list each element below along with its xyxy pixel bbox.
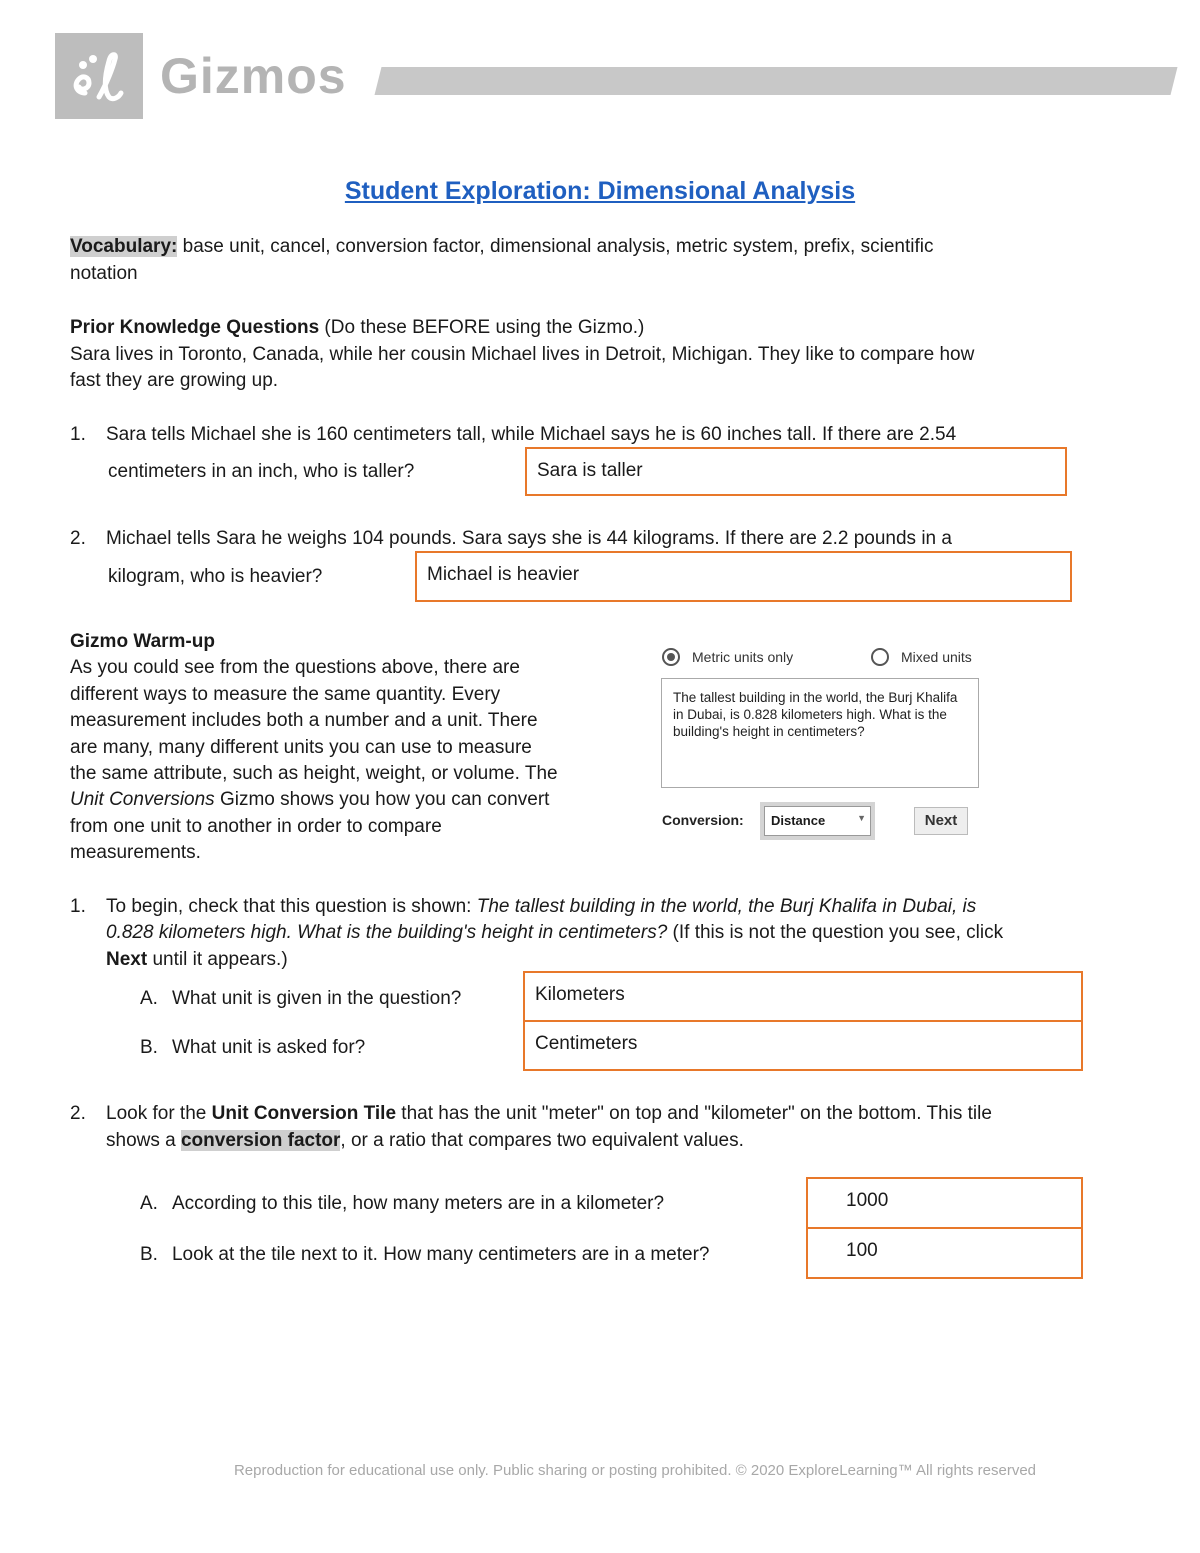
subquestion-letter: A. <box>140 988 158 1009</box>
answer-field-asked-unit[interactable]: Centimeters <box>523 1020 1083 1071</box>
subquestion-text: What unit is given in the question? <box>171 988 462 1009</box>
question-number: 2. <box>70 1103 86 1124</box>
vocabulary <box>70 234 1130 287</box>
warmup-heading: Gizmo Warm-up <box>70 631 215 652</box>
question-text: (If this is not the question you see, click <box>667 922 1004 944</box>
conversion-value: Distance <box>771 813 826 828</box>
subquestion-letter: A. <box>140 1193 158 1214</box>
chevron-down-icon: ▼ <box>857 813 866 823</box>
vocabulary-text-cont: notation <box>70 262 138 284</box>
warmup-line: measurements. <box>70 842 201 864</box>
prior-knowledge-section <box>70 315 1130 395</box>
answer-field-given-unit[interactable]: Kilometers <box>523 971 1083 1022</box>
conversion-factor-term: conversion factor <box>180 1130 341 1151</box>
subquestion-1b <box>140 1035 365 1062</box>
unit-conversion-tile-term: Unit Conversion Tile <box>211 1103 397 1124</box>
question-text-cont: kilogram, who is heavier? <box>108 566 323 587</box>
brand-name: Gizmos <box>160 48 347 104</box>
activity-question-2 <box>70 1100 1150 1154</box>
subquestion-text: Look at the tile next to it. How many centimeters are in a meter? <box>171 1244 710 1265</box>
prior-question-2 <box>70 526 1150 553</box>
radio-metric-units[interactable] <box>662 648 680 666</box>
question-quote: The tallest building in the world, the Burj Khalifa in Dubai, is <box>476 896 977 917</box>
warmup-line: Gizmo shows you how you can convert <box>214 789 550 811</box>
gizmo-name: Unit Conversions <box>70 789 215 811</box>
question-text: Sara tells Michael she is 160 centimeters tall, while Michael says he is 60 inches tall. If there are 2.54 <box>106 424 957 445</box>
prior-intro-cont: fast they are growing up. <box>70 370 279 392</box>
subquestion-2a <box>140 1191 664 1218</box>
radio-mixed-label: Mixed units <box>901 649 972 665</box>
question-number: 1. <box>70 424 86 445</box>
subquestion-2b <box>140 1242 709 1269</box>
explorelearning-logo <box>55 33 143 119</box>
vocabulary-text: base unit, cancel, conversion factor, dimensional analysis, metric system, prefix, scientific <box>177 236 934 257</box>
radio-mixed-units[interactable] <box>871 648 889 666</box>
question-number: 2. <box>70 528 86 549</box>
conversion-label: Conversion: <box>662 812 744 828</box>
answer-field-cm-per-m[interactable]: 100 <box>806 1227 1083 1279</box>
question-text: , or a ratio that compares two equivalent values. <box>340 1130 744 1151</box>
prior-intro: Sara lives in Toronto, Canada, while her cousin Michael lives in Detroit, Michigan. They like to compare how <box>70 343 975 365</box>
question-text-cont: centimeters in an inch, who is taller? <box>108 461 415 482</box>
prior-heading: Prior Knowledge Questions <box>70 317 320 338</box>
answer-field-heavier[interactable]: Michael is heavier <box>415 551 1072 602</box>
page-title: Student Exploration: Dimensional Analysis <box>344 177 856 205</box>
question-text: that has the unit "meter" on top and "kilometer" on the bottom. This tile <box>396 1103 992 1124</box>
logo-mark-icon <box>55 33 143 119</box>
vocabulary-label: Vocabulary: <box>70 236 178 257</box>
footer-copyright: Reproduction for educational use only. Public sharing or posting prohibited. © 2020 ExploreLearning™ All rights reserved <box>233 1462 1037 1479</box>
radio-metric-label: Metric units only <box>692 649 794 665</box>
conversion-select[interactable] <box>760 802 875 840</box>
question-number: 1. <box>70 896 86 917</box>
question-text: Look for the <box>106 1103 212 1124</box>
warmup-line: measurement includes both a number and a unit. There <box>70 710 538 732</box>
answer-field-taller[interactable]: Sara is taller <box>525 447 1067 496</box>
header-bar <box>375 67 1178 95</box>
question-text: shows a <box>106 1130 181 1151</box>
warmup-line: from one unit to another in order to compare <box>70 815 442 837</box>
warmup-section <box>70 629 640 867</box>
subquestion-text: What unit is asked for? <box>171 1037 366 1058</box>
subquestion-letter: B. <box>140 1244 158 1265</box>
prior-question-1 <box>70 422 1150 449</box>
prior-heading-note: (Do these BEFORE using the Gizmo.) <box>319 317 645 338</box>
question-text: until it appears.) <box>147 948 288 970</box>
question-text: Michael tells Sara he weighs 104 pounds. Sara says she is 44 kilograms. If there are 2.2 pounds in a <box>106 528 952 549</box>
warmup-line: As you could see from the questions above, there are <box>70 657 520 679</box>
subquestion-letter: B. <box>140 1037 158 1058</box>
warmup-line: the same attribute, such as height, weight, or volume. The <box>70 763 558 785</box>
next-keyword: Next <box>106 948 148 970</box>
subquestion-1a <box>140 986 461 1013</box>
warmup-line: different ways to measure the same quantity. Every <box>70 683 501 705</box>
subquestion-text: According to this tile, how many meters are in a kilometer? <box>171 1193 665 1214</box>
activity-question-1 <box>70 894 1140 973</box>
next-button[interactable]: Next <box>914 807 968 835</box>
warmup-line: are many, many different units you can use to measure <box>70 736 532 758</box>
gizmo-question-box: The tallest building in the world, the Burj Khalifa in Dubai, is 0.828 kilometers high. What is the building's height in centimeters? <box>661 678 979 788</box>
question-text: To begin, check that this question is shown: <box>106 896 477 917</box>
question-quote-cont: 0.828 kilometers high. What is the building's height in centimeters? <box>106 922 668 944</box>
answer-field-meters-per-km[interactable]: 1000 <box>806 1177 1083 1229</box>
